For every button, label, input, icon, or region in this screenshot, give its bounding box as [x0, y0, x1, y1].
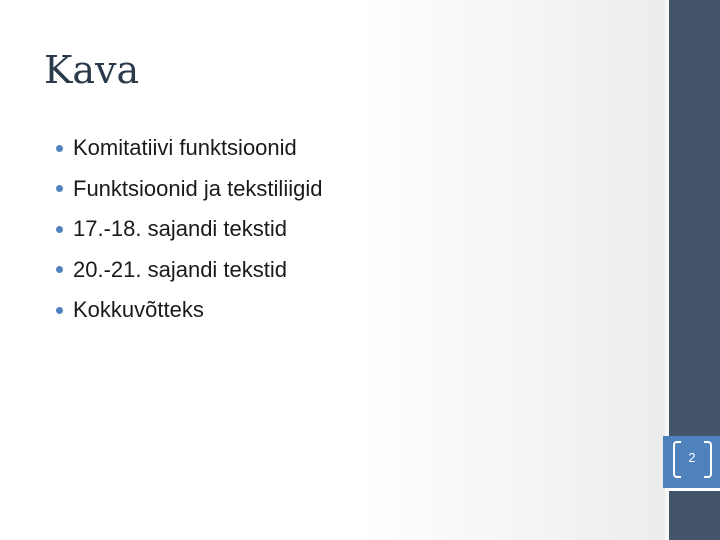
bullet-list	[54, 128, 322, 331]
page-number: 2	[688, 450, 696, 465]
bullet-text: 20.-21. sajandi tekstid	[73, 256, 288, 282]
bullet-dot-icon	[56, 307, 63, 314]
bullet-item	[54, 250, 322, 291]
right-bracket-icon	[704, 441, 712, 478]
bullet-item	[54, 290, 322, 331]
bullet-dot-icon	[56, 185, 63, 192]
bullet-dot-icon	[56, 226, 63, 233]
side-band-divider	[665, 488, 720, 491]
bullet-item	[54, 209, 322, 250]
bullet-text: Kokkuvõtteks	[73, 297, 204, 323]
bullet-dot-icon	[56, 266, 63, 273]
bullet-dot-icon	[56, 145, 63, 152]
bullet-text: Komitatiivi funktsioonid	[73, 135, 297, 161]
bullet-item	[54, 169, 322, 210]
slide-title: Kava	[44, 48, 140, 92]
bullet-text: Funktsioonid ja tekstiliigid	[73, 175, 323, 201]
bullet-text: 17.-18. sajandi tekstid	[73, 216, 288, 242]
bullet-item	[54, 128, 322, 169]
